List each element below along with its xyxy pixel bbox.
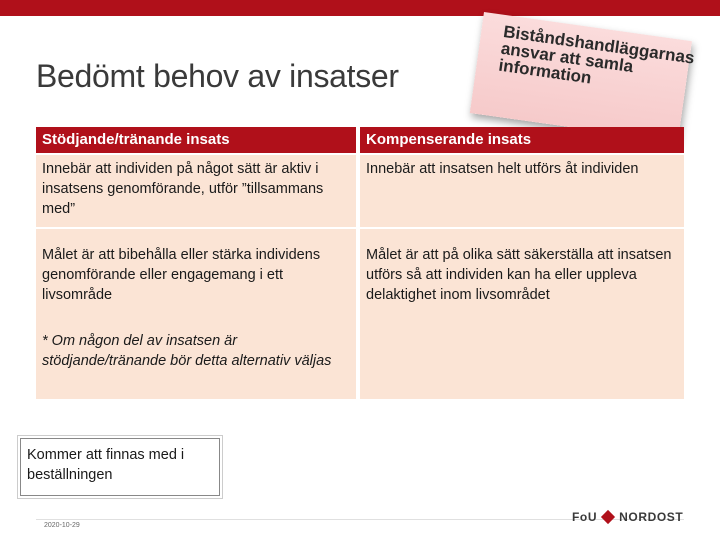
callout-text: Kommer att finnas med i beställningen	[27, 447, 185, 483]
diamond-icon	[601, 510, 615, 524]
table-cell	[36, 229, 356, 399]
table-cell	[36, 155, 356, 227]
table-cell	[360, 155, 684, 227]
table-cell	[360, 229, 684, 399]
cell-text: Målet är att bibehålla eller stärka individens genomförande eller engagemang i ett livsområde	[42, 247, 321, 303]
cell-text: Målet är att på olika sätt säkerställa att insatsen utförs så att individen kan ha eller uppleva delaktighet inom livsområdet	[366, 247, 672, 303]
logo-text-right: NORDOST	[619, 510, 684, 524]
top-accent-bar	[0, 0, 720, 16]
sticky-note: Biståndshandläggarnas ansvar att samla information	[470, 12, 692, 142]
fou-nordost-logo	[572, 508, 683, 526]
table-header-label: Kompenserande insats	[366, 131, 532, 148]
table-header-label: Stödjande/tränande insats	[42, 131, 230, 148]
cell-text: Innebär att insatsen helt utförs åt individen	[366, 161, 639, 177]
cell-text: Innebär att individen på något sätt är aktiv i insatsens genomförande, utför ”tillsammans med”	[42, 161, 324, 217]
page-title: Bedömt behov av insatser	[36, 58, 399, 94]
cell-note: * Om någon del av insatsen är stödjande/tränande bör detta alternativ väljas	[42, 333, 332, 369]
callout-box	[20, 438, 220, 496]
logo-text-left: FoU	[572, 510, 598, 524]
table-header-kompenserande	[360, 127, 684, 153]
table-header-stodjande	[36, 127, 356, 153]
footer-date: 2020-10-29	[44, 522, 80, 529]
